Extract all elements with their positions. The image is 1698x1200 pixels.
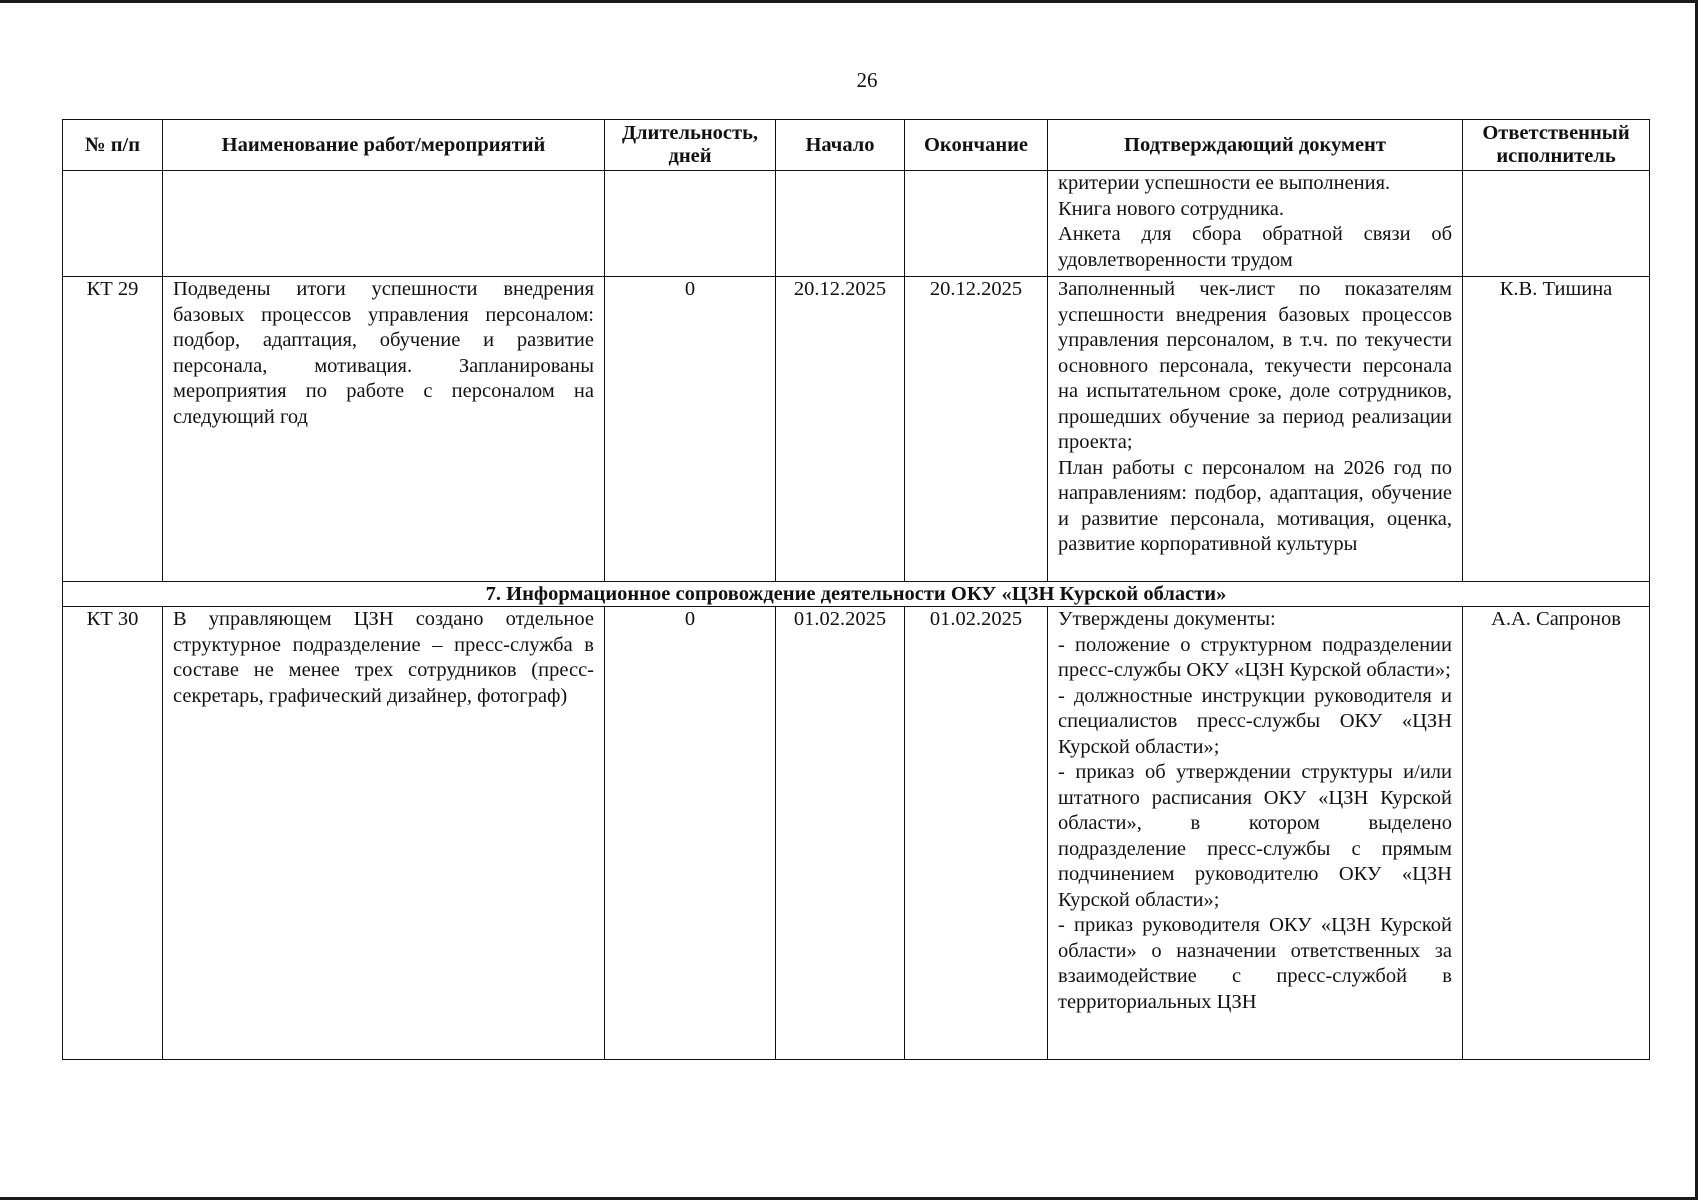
document-line: Анкета для сбора обратной связи об удовлетворенности трудом <box>1058 223 1452 271</box>
document-line: Утверждены документы: <box>1058 608 1276 630</box>
cell-responsible: А.А. Сапронов <box>1463 607 1650 1060</box>
document-line: План работы с персоналом на 2026 год по направлениям: подбор, адаптация, обучение и развитие персонала, мотивация, оценка, развитие корпоративной культуры <box>1058 456 1452 555</box>
document-line: Заполненный чек-лист по показателям успешности внедрения базовых процессов управления персоналом, в т.ч. по текучести основного персонала, текучести персонала на испытательном сроке, доле сотрудников, прошедших обучение за период реализации проекта; <box>1058 278 1452 453</box>
cell-document <box>1048 277 1463 582</box>
cell-name: Подведены итоги успешности внедрения базовых процессов управления персоналом: подбор, адаптация, обучение и развитие персонала, мотивация. Запланированы мероприятия по работе с персоналом на следующий год <box>163 277 605 582</box>
header-document: Подтверждающий документ <box>1048 120 1463 171</box>
table-row-kt29 <box>63 277 1650 582</box>
header-num: № п/п <box>63 120 163 171</box>
cell-num: КТ 29 <box>63 277 163 582</box>
cell-document <box>1048 607 1463 1060</box>
header-responsible: Ответственный исполнитель <box>1463 120 1650 171</box>
cell-document-continuation <box>1048 171 1463 277</box>
cell-start-empty <box>776 171 905 277</box>
cell-start: 20.12.2025 <box>776 277 905 582</box>
table-row-kt30 <box>63 607 1650 1060</box>
cell-start: 01.02.2025 <box>776 607 905 1060</box>
document-line: Книга нового сотрудника. <box>1058 197 1285 220</box>
header-row <box>63 120 1650 171</box>
document-line: - приказ об утверждении структуры и/или штатного расписания ОКУ «ЦЗН Курской области», в котором выделено подразделение пресс-службы с прямым подчинением руководителю ОКУ «ЦЗН Курской области»; <box>1058 761 1452 911</box>
document-line: критерии успешности ее выполнения. <box>1058 172 1391 194</box>
header-start: Начало <box>776 120 905 171</box>
table-row-continuation <box>63 171 1650 277</box>
header-name: Наименование работ/мероприятий <box>163 120 605 171</box>
work-plan-table <box>62 119 1650 1060</box>
cell-duration: 0 <box>605 607 776 1060</box>
cell-end: 20.12.2025 <box>905 277 1048 582</box>
section-row <box>63 582 1650 607</box>
cell-responsible: К.В. Тишина <box>1463 277 1650 582</box>
document-line: - положение о структурном подразделении пресс-службы ОКУ «ЦЗН Курской области»; <box>1058 633 1452 681</box>
cell-end-empty <box>905 171 1048 277</box>
cell-duration: 0 <box>605 277 776 582</box>
section-title: 7. Информационное сопровождение деятельности ОКУ «ЦЗН Курской области» <box>63 582 1650 607</box>
cell-responsible-empty <box>1463 171 1650 277</box>
cell-duration-empty <box>605 171 776 277</box>
header-duration: Длительность, дней <box>605 120 776 171</box>
cell-name: В управляющем ЦЗН создано отдельное структурное подразделение – пресс-служба в составе не менее трех сотрудников (пресс-секретарь, графический дизайнер, фотограф) <box>163 607 605 1060</box>
cell-end: 01.02.2025 <box>905 607 1048 1060</box>
scan-edge-top <box>0 0 1698 3</box>
cell-num-empty <box>63 171 163 277</box>
cell-num: КТ 30 <box>63 607 163 1060</box>
cell-name-empty <box>163 171 605 277</box>
document-line: - должностные инструкции руководителя и специалистов пресс-службы ОКУ «ЦЗН Курской области»; <box>1058 684 1452 758</box>
page-number: 26 <box>856 68 878 92</box>
document-line: - приказ руководителя ОКУ «ЦЗН Курской области» о назначении ответственных за взаимодействие с пресс-службой в территориальных ЦЗН <box>1058 914 1452 1013</box>
header-end: Окончание <box>905 120 1048 171</box>
